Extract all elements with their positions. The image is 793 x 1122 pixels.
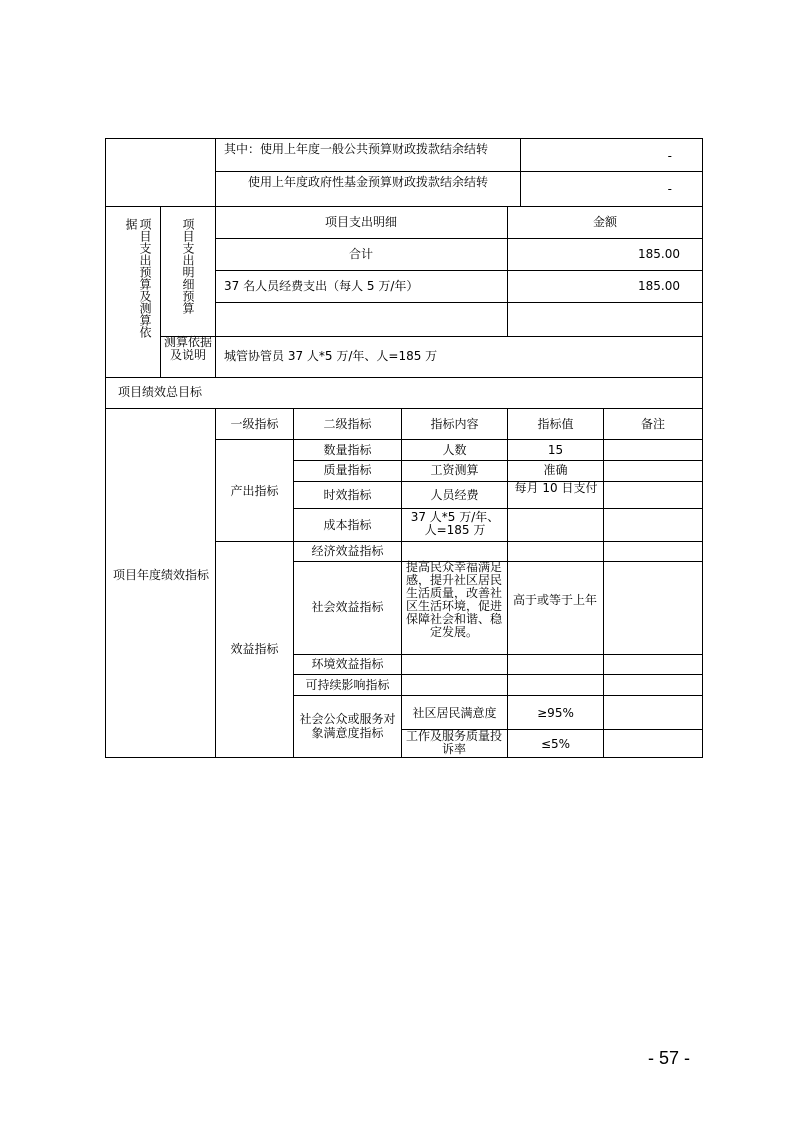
item1-label: 37 名人员经费支出（每人 5 万/年） <box>224 279 419 293</box>
table-row: 人数 <box>442 443 467 457</box>
table-row: 质量指标 <box>323 463 372 477</box>
goal-label: 项目绩效总目标 <box>117 385 202 399</box>
table-row: 15 <box>547 443 564 457</box>
table-row: 时效指标 <box>323 488 372 502</box>
total-label: 合计 <box>348 247 373 261</box>
table-row: 提高民众幸福满足感，提升社区居民生活质量，改善社区生活环境，促进保障社会和谐、稳定发展。 <box>405 560 502 639</box>
budget-detail-label: 项目支出明细预算 <box>181 218 195 314</box>
table-row: 工作及服务质量投诉率 <box>405 729 502 756</box>
basis-text: 城管协管员 37 人*5 万/年、人=185 万 <box>224 349 438 363</box>
table-row: 经济效益指标 <box>311 544 384 558</box>
header-level2: 二级指标 <box>323 417 372 431</box>
table-row: 数量指标 <box>323 443 372 457</box>
table-row: 社区居民满意度 <box>412 706 497 720</box>
item1-amount: 185.00 <box>638 279 680 293</box>
output-label: 产出指标 <box>230 484 279 498</box>
page-number: - 57 - <box>647 1048 690 1068</box>
satisfaction-label: 社会公众或服务对象满意度指标 <box>299 712 396 740</box>
top-row1-value: - <box>667 149 672 163</box>
top-row2-label: 使用上年度政府性基金预算财政拨款结余结转 <box>248 175 489 189</box>
table-row: ≤5% <box>540 737 571 751</box>
benefit-label: 效益指标 <box>230 642 279 656</box>
table-row: 准确 <box>543 463 568 477</box>
table-border-top <box>105 138 702 139</box>
table-border-right <box>702 138 703 758</box>
header-content: 指标内容 <box>430 417 479 431</box>
basis-label: 测算依据及说明 <box>164 335 213 362</box>
header-value: 指标值 <box>537 417 574 431</box>
table-row: 高于或等于上年 <box>512 593 597 607</box>
table-row: 可持续影响指标 <box>305 678 390 692</box>
budget-section-label: 项目支出预算及测算依据 <box>124 218 152 338</box>
header-level1: 一级指标 <box>230 417 279 431</box>
table-row: 环境效益指标 <box>311 657 384 671</box>
header-remark: 备注 <box>640 417 665 431</box>
top-row2-value: - <box>667 182 672 196</box>
table-row: 成本指标 <box>323 518 372 532</box>
table-row: 每月 10 日支付 <box>514 481 598 495</box>
table-row: ≥95% <box>537 706 574 720</box>
col-header-amount: 金额 <box>592 215 617 229</box>
col-header-detail: 项目支出明细 <box>324 215 397 229</box>
table-row: 人员经费 <box>430 488 479 502</box>
performance-section-label: 项目年度绩效指标 <box>112 568 209 582</box>
total-amount: 185.00 <box>638 247 680 261</box>
table-row: 37 人*5 万/年、人=185 万 <box>410 510 500 537</box>
table-border-bottom <box>105 757 702 758</box>
table-row: 工资测算 <box>430 463 479 477</box>
table-border-left <box>105 138 106 758</box>
table-row: 社会效益指标 <box>311 600 384 614</box>
top-row1-label: 其中：使用上年度一般公共预算财政拨款结余结转 <box>224 142 489 156</box>
